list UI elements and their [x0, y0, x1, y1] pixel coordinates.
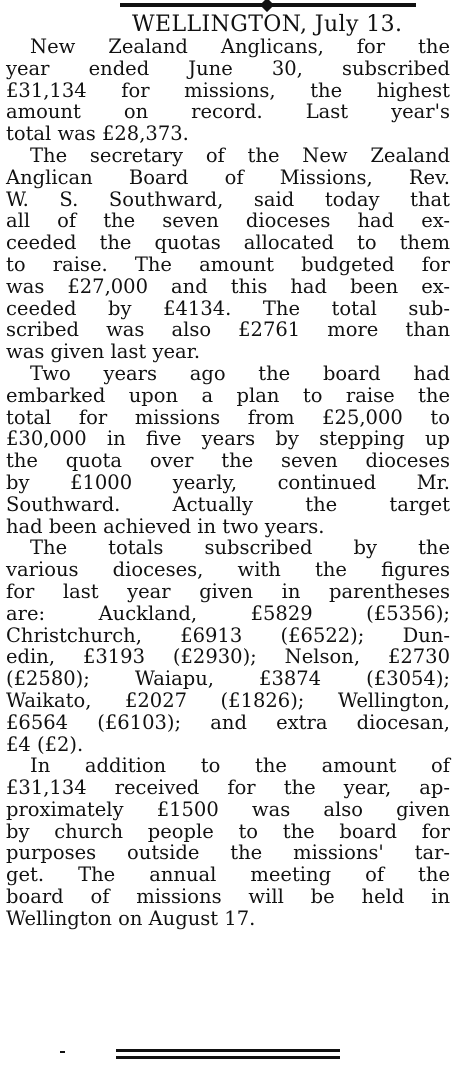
- text-line: W. S. Southward, said today that: [6, 187, 450, 211]
- text-line: are: Auckland, £5829 (£5356);: [6, 601, 450, 625]
- text-line: to raise. The amount budgeted for: [6, 252, 450, 276]
- text-line: £6564 (£6103); and extra diocesan,: [6, 710, 450, 734]
- text-line: In addition to the amount of: [30, 754, 450, 778]
- article-paragraph: [6, 36, 450, 145]
- text-line: Two years ago the board had: [30, 361, 450, 385]
- bottom-rule-lower: [116, 1056, 340, 1059]
- text-line: £30,000 in five years by stepping up: [6, 427, 450, 451]
- text-line: proximately £1500 was also given: [6, 797, 450, 821]
- text-line: edin, £3193 (£2930); Nelson, £2730: [6, 645, 450, 669]
- text-line: total for missions from £25,000 to: [6, 405, 450, 429]
- text-line: £31,134 for missions, the highest: [6, 78, 450, 102]
- dateline: WELLINGTON, July 13.: [132, 12, 403, 37]
- text-line: £4 (£2).: [6, 732, 84, 756]
- bottom-rule-upper: [116, 1049, 340, 1052]
- text-line: board of missions will be held in: [6, 885, 450, 909]
- text-line: The totals subscribed by the: [30, 536, 450, 560]
- top-ornament: [260, 0, 274, 12]
- text-line: total was £28,373.: [6, 122, 189, 146]
- text-line: get. The annual meeting of the: [6, 863, 450, 887]
- text-line: New Zealand Anglicans, for the: [30, 35, 450, 58]
- text-line: was given last year.: [6, 340, 201, 364]
- text-line: for last year given in parentheses: [6, 579, 450, 603]
- text-line: the quota over the seven dioceses: [6, 449, 450, 473]
- text-line: Wellington on August 17.: [6, 906, 256, 930]
- text-line: by church people to the board for: [6, 819, 450, 843]
- article-paragraph: [6, 755, 450, 929]
- text-line: Christchurch, £6913 (£6522); Dun-: [6, 623, 450, 647]
- article-body: [6, 36, 450, 930]
- text-line: Southward. Actually the target: [6, 492, 450, 516]
- text-line: (£2580); Waiapu, £3874 (£3054);: [6, 667, 450, 691]
- text-line: Waikato, £2027 (£1826); Wellington,: [6, 688, 450, 712]
- text-line: embarked upon a plan to raise the: [6, 383, 450, 407]
- text-line: all of the seven dioceses had ex-: [6, 209, 450, 233]
- text-line: scribed was also £2761 more than: [6, 318, 450, 342]
- dash-mark: [60, 1051, 65, 1053]
- text-line: ceeded by £4134. The total sub-: [6, 296, 450, 320]
- text-line: £31,134 received for the year, ap-: [6, 776, 450, 800]
- article-paragraph: [6, 363, 450, 537]
- text-line: various dioceses, with the figures: [6, 558, 450, 582]
- text-line: had been achieved in two years.: [6, 514, 325, 538]
- text-line: purposes outside the missions' tar-: [6, 841, 450, 865]
- text-line: by £1000 yearly, continued Mr.: [6, 470, 450, 494]
- text-line: year ended June 30, subscribed: [6, 56, 450, 80]
- article-paragraph: [6, 537, 450, 755]
- article-paragraph: [6, 145, 450, 363]
- text-line: ceeded the quotas allocated to them: [6, 231, 450, 255]
- text-line: Anglican Board of Missions, Rev.: [6, 165, 450, 189]
- text-line: was £27,000 and this had been ex-: [6, 274, 450, 298]
- text-line: amount on record. Last year's: [6, 100, 450, 124]
- text-line: The secretary of the New Zealand: [30, 143, 450, 167]
